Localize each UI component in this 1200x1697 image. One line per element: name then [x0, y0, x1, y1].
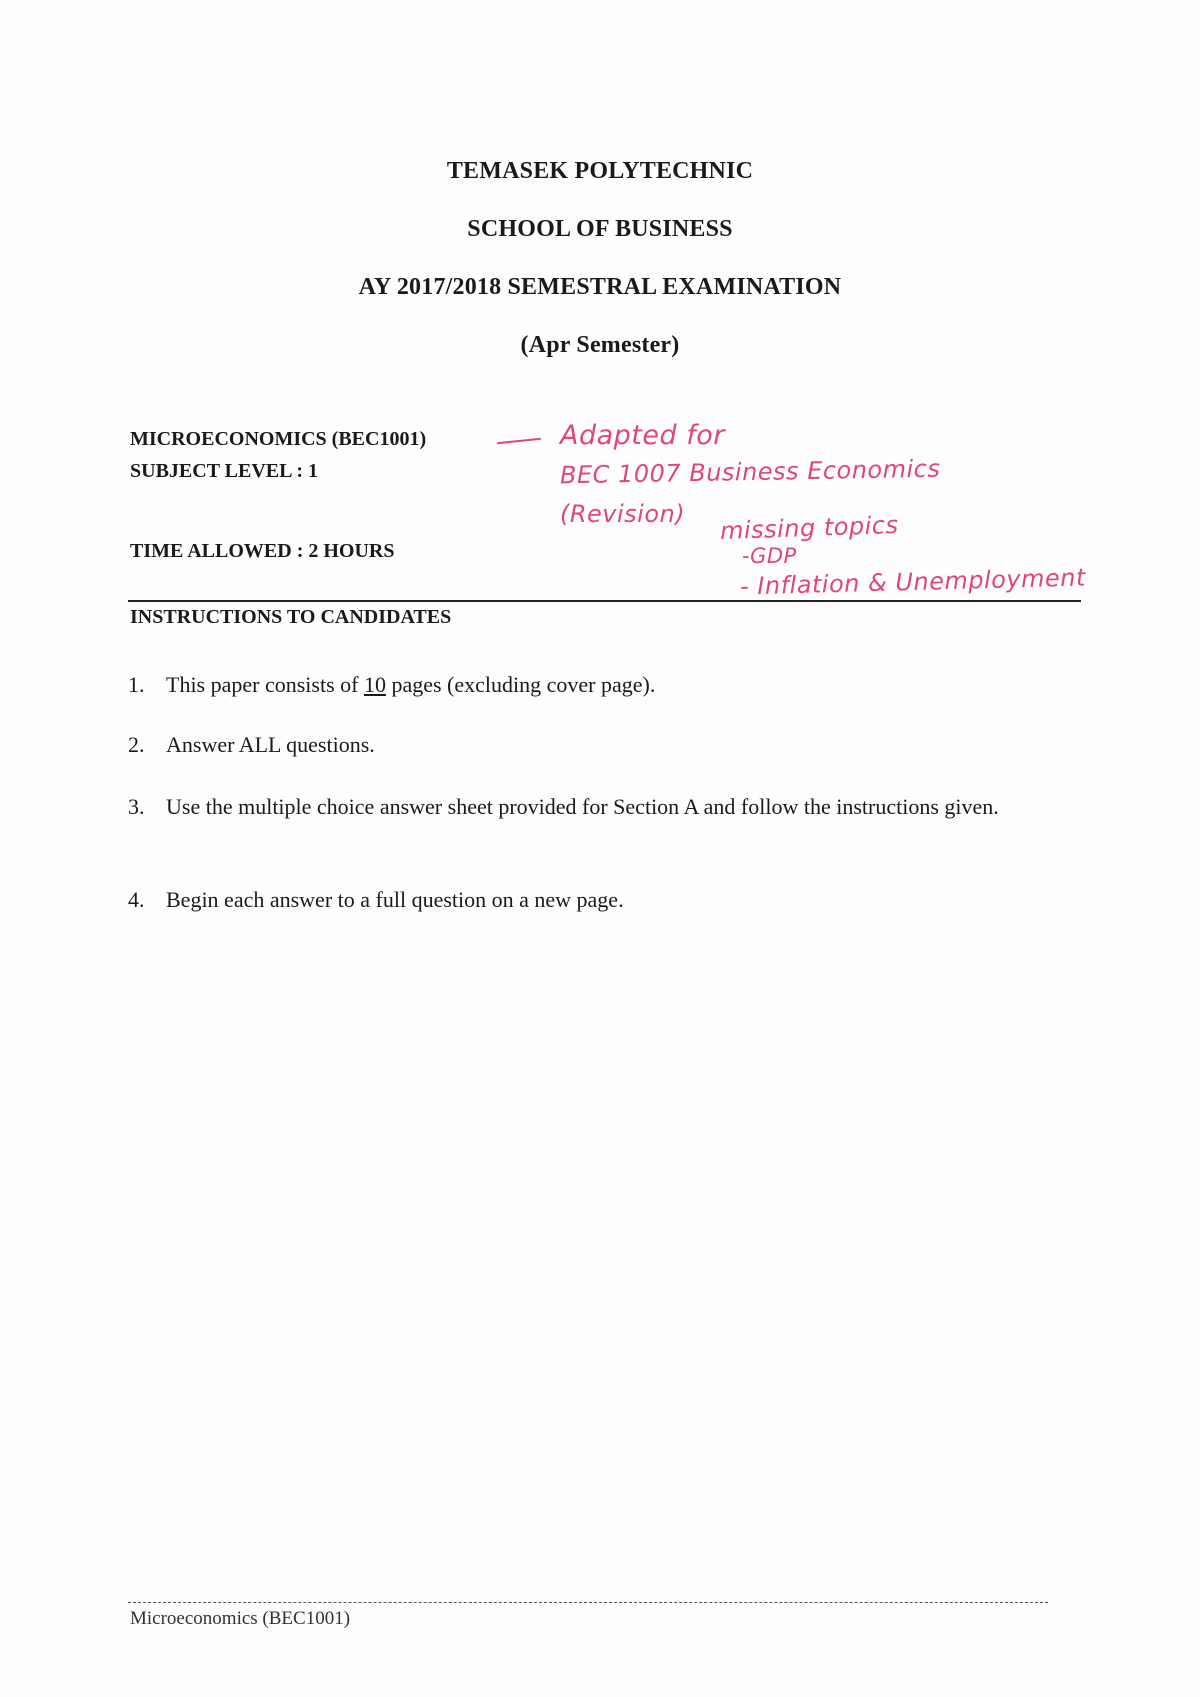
instruction-number: 1.	[128, 672, 145, 697]
annotation-course: BEC 1007 Business Economics	[559, 454, 941, 490]
footer-course: Microeconomics (BEC1001)	[130, 1608, 351, 1629]
instruction-text: Answer ALL questions.	[166, 732, 375, 757]
school-title: SCHOOL OF BUSINESS	[467, 216, 733, 242]
instruction-item	[128, 670, 1083, 700]
instruction-item	[128, 885, 1083, 915]
time-allowed: TIME ALLOWED : 2 HOURS	[130, 540, 395, 562]
footer-divider	[128, 1602, 1048, 1603]
instruction-text	[166, 670, 1083, 700]
annotation-inflation: - Inflation & Unemployment	[739, 563, 1087, 601]
subject-level: SUBJECT LEVEL : 1	[130, 460, 319, 482]
annotation-gdp: -GDP	[742, 544, 797, 568]
instruction-text-post: pages (excluding cover page).	[385, 672, 656, 697]
instruction-item	[128, 730, 1083, 760]
instruction-item	[128, 792, 1083, 822]
page-count: 10	[363, 672, 386, 697]
section-divider	[128, 600, 1081, 602]
instruction-text-pre: This paper consists of	[166, 672, 364, 697]
instruction-number: 2.	[128, 732, 145, 757]
instruction-text: Begin each answer to a full question on a new page.	[166, 887, 624, 912]
instruction-number: 3.	[128, 794, 145, 819]
semester-title: (Apr Semester)	[520, 332, 680, 358]
instructions-heading: INSTRUCTIONS TO CANDIDATES	[130, 606, 452, 628]
annotation-adapted: Adapted for	[560, 420, 725, 451]
instruction-number: 4.	[128, 887, 145, 912]
annotation-arrow	[497, 438, 541, 445]
institution-title: TEMASEK POLYTECHNIC	[446, 158, 754, 184]
instruction-text: Use the multiple choice answer sheet provided for Section A and follow the instructions given.	[166, 794, 999, 819]
exam-title: AY 2017/2018 SEMESTRAL EXAMINATION	[358, 274, 842, 300]
annotation-revision: (Revision)	[560, 500, 686, 528]
subject-name: MICROECONOMICS (BEC1001)	[130, 428, 427, 450]
annotation-missing-topics: missing topics	[719, 510, 899, 546]
